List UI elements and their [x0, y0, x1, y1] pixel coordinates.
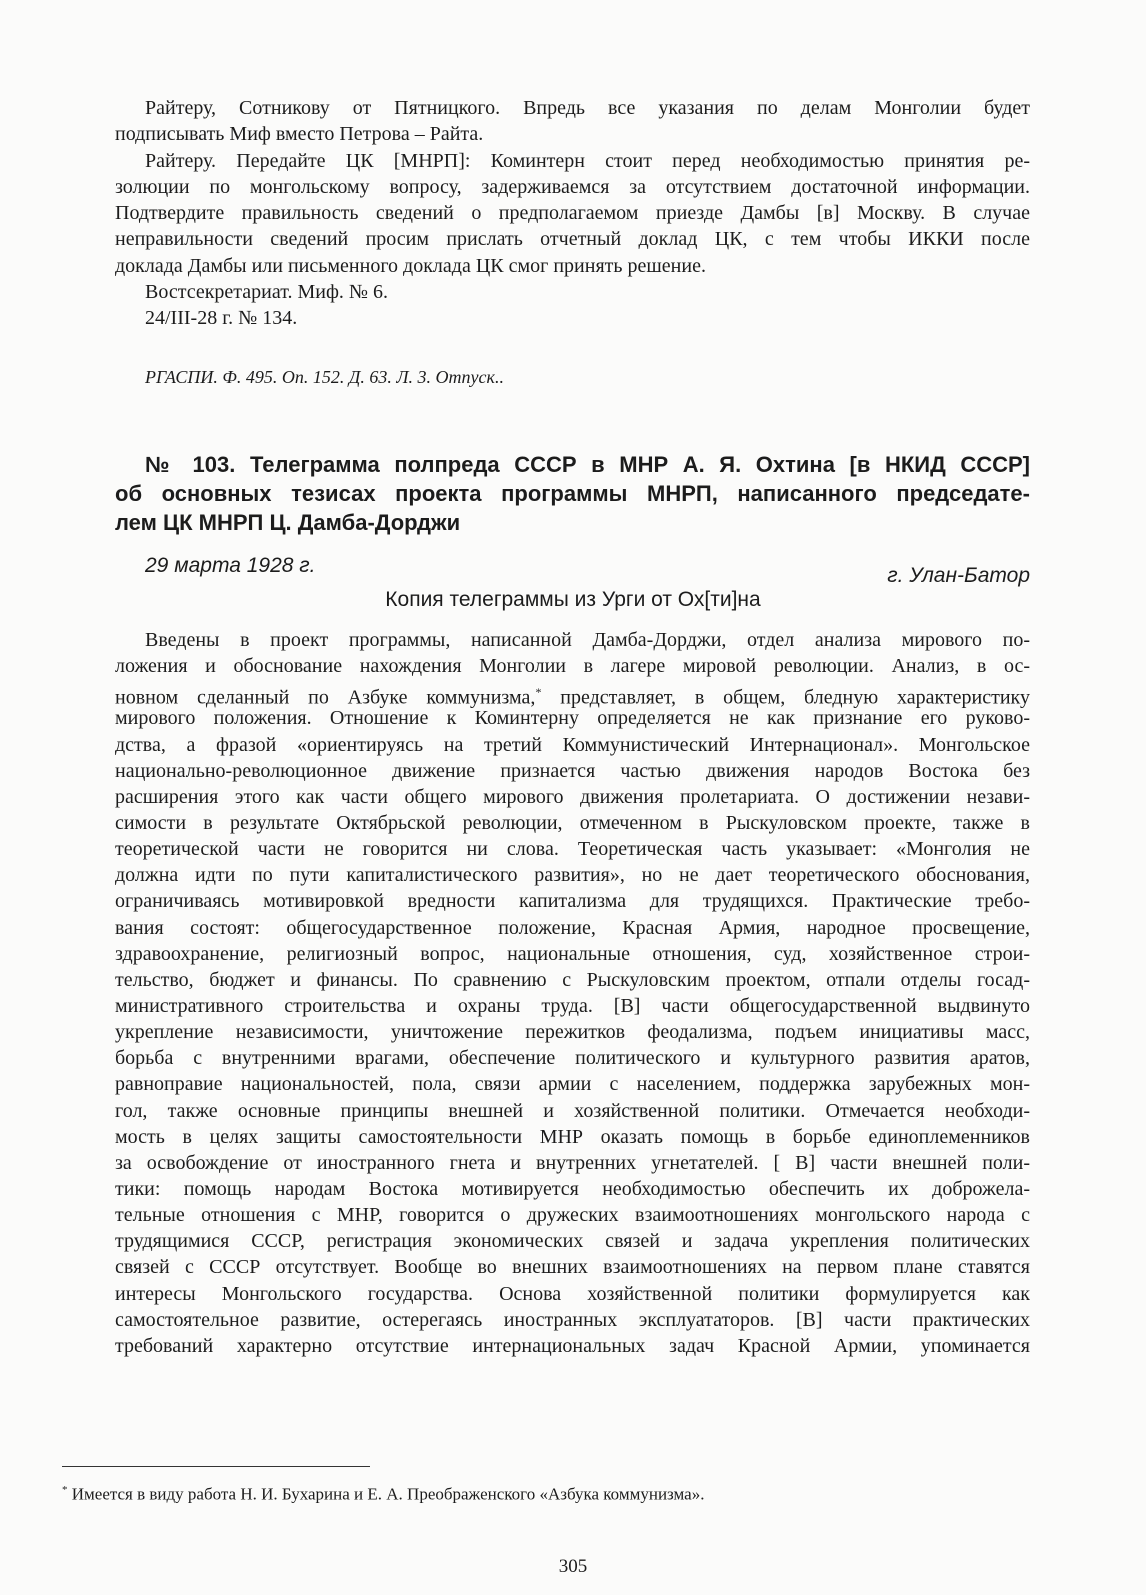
text-segment: новном сделанный по Азбуке коммунизма, [115, 686, 536, 709]
body-line: связей с СССР отсутствует. Вообще во внешних взаимоотношениях на первом плане ставятся [115, 1256, 1030, 1279]
previous-document-text [115, 95, 1030, 332]
text-segment: представляет, в общем, бледную характеристику [541, 686, 1030, 709]
heading-line: об основных тезисах проекта программы МНРП, написанного председате- [115, 481, 1030, 506]
document-date: 29 марта 1928 г. [145, 554, 316, 577]
body-line: Введены в проект программы, написанной Дамба-Дорджи, отдел анализа мирового по- [145, 629, 1030, 651]
body-line: за освобождение от иностранного гнета и внутренних угнетателей. [ В] части внешней поли- [115, 1151, 1030, 1174]
body-line: ложения и обоснование нахождения Монголии в лагере мировой революции. Анализ, в ос- [115, 655, 1030, 678]
body-line: министративного строительства и охраны труда. [В] части общегосударственной выдвинуто [115, 994, 1030, 1017]
paragraph [115, 95, 1030, 148]
footnote-text: Имеется в виду работа Н. И. Бухарина и Е. А. Преображенского «Азбука коммунизма». [71, 1484, 705, 1504]
footnote-marker: * [535, 685, 542, 700]
body-line: расширения этого как части общего мирового движения пролетариата. О достижении незави- [115, 785, 1030, 808]
text-line: Райтеру, Сотникову от Пятницкого. Впредь все указания по делам Монголии будет [145, 97, 1030, 119]
body-line: укрепление независимости, уничтожение пережитков феодализма, подъем инициативы масс, [115, 1021, 1030, 1044]
paragraph [115, 148, 1030, 279]
body-line: тики: помощь народам Востока мотивируется необходимостью обеспечить их доброжела- [115, 1177, 1030, 1200]
body-line: интересы Монгольского государства. Основа хозяйственной политики формулируется как [115, 1282, 1030, 1305]
text-line: доклада Дамбы или письменного доклада ЦК смог принять решение. [115, 254, 706, 277]
body-line: трудящимися СССР, регистрация экономических связей и задача укрепления политических [115, 1230, 1030, 1253]
heading-line: лем ЦК МНРП Ц. Дамба-Дорджи [115, 510, 461, 535]
document-meta [145, 554, 1030, 587]
text-line: подписывать Миф вместо Петрова – Райта. [115, 123, 484, 146]
body-line: вания состоят: общегосударственное положение, Красная Армия, народное просвещение, [115, 916, 1030, 939]
body-line: симости в результате Октябрьской революции, отмеченном в Рыскуловском проекте, также в [115, 811, 1030, 834]
body-line: требований характерно отсутствие интернациональных задач Красной Армии, упоминается [115, 1334, 1030, 1357]
text-line: золюции по монгольскому вопросу, задерживаемся за отсутствием достаточной информации. [115, 175, 1030, 198]
text-line: Подтвердите правильность сведений о предполагаемом приезде Дамбы [в] Москву. В случае [115, 202, 1030, 225]
body-line [115, 679, 1030, 709]
body-line: ограничиваясь мотивировкой вредности капитализма для трудящихся. Практические требо- [115, 890, 1030, 913]
text-line: Райтеру. Передайте ЦК [МНРП]: Коминтерн стоит перед необходимостью принятия ре- [145, 149, 1030, 172]
document-body [115, 627, 1030, 1359]
body-line: самостоятельное развитие, остерегаясь иностранных эксплуататоров. [В] части практических [115, 1308, 1030, 1331]
archive-source: РГАСПИ. Ф. 495. Оп. 152. Д. 63. Л. 3. Отпуск.. [145, 367, 504, 387]
body-line: тельство, бюджет и финансы. По сравнению с Рыскуловским проектом, отпали отделы госад- [115, 968, 1030, 991]
body-line: здравоохранение, религиозный вопрос, национальные отношения, суд, хозяйственное строи- [115, 942, 1030, 965]
body-line: дства, а фразой «ориентируясь на третий Коммунистический Интернационал». Монгольское [115, 733, 1030, 756]
signature: Востсекретариат. Миф. № 6. [145, 281, 388, 304]
heading-line: № 103. Телеграмма полпреда СССР в МНР А. Я. Охтина [в НКИД СССР] [145, 452, 1030, 477]
body-line: национально-революционное движение признается частью движения народов Востока без [115, 759, 1030, 782]
footnote-divider [62, 1466, 370, 1467]
body-line: мость в целях защиты самостоятельности МНР оказать помощь в борьбе единоплеменников [115, 1125, 1030, 1148]
body-line: должна идти по пути капиталистического развития», но не дает теоретического обоснования, [115, 864, 1030, 887]
text-line: неправильности сведений просим прислать отчетный доклад ЦК, с тем чтобы ИККИ после [115, 228, 1030, 251]
body-line: мирового положения. Отношение к Коминтерну определяется не как признание его руково- [115, 707, 1030, 730]
body-line: теоретической части не говорится ни слова. Теоретическая часть указывает: «Монголия не [115, 838, 1030, 861]
document-subtitle: Копия телеграммы из Урги от Ох[ти]на [385, 588, 761, 611]
document-place: г. Улан-Батор [887, 564, 1030, 587]
page-number: 305 [558, 1556, 588, 1577]
body-line: гол, также основные принципы внешней и хозяйственной политики. Отмечается необходи- [115, 1099, 1030, 1122]
footnote: * Имеется в виду работа Н. И. Бухарина и Е. А. Преображенского «Азбука коммунизма». [62, 1484, 705, 1504]
body-line: борьба с внутренними врагами, обеспечение политического и культурного развития аратов, [115, 1047, 1030, 1070]
document-heading [115, 450, 1030, 537]
body-line: тельные отношения с МНР, говорится о дружеских взаимоотношениях монгольского народа с [115, 1204, 1030, 1227]
body-line: равноправие национальностей, пола, связи армии с населением, поддержка зарубежных мон- [115, 1073, 1030, 1096]
date-reference: 24/III-28 г. № 134. [145, 307, 298, 330]
